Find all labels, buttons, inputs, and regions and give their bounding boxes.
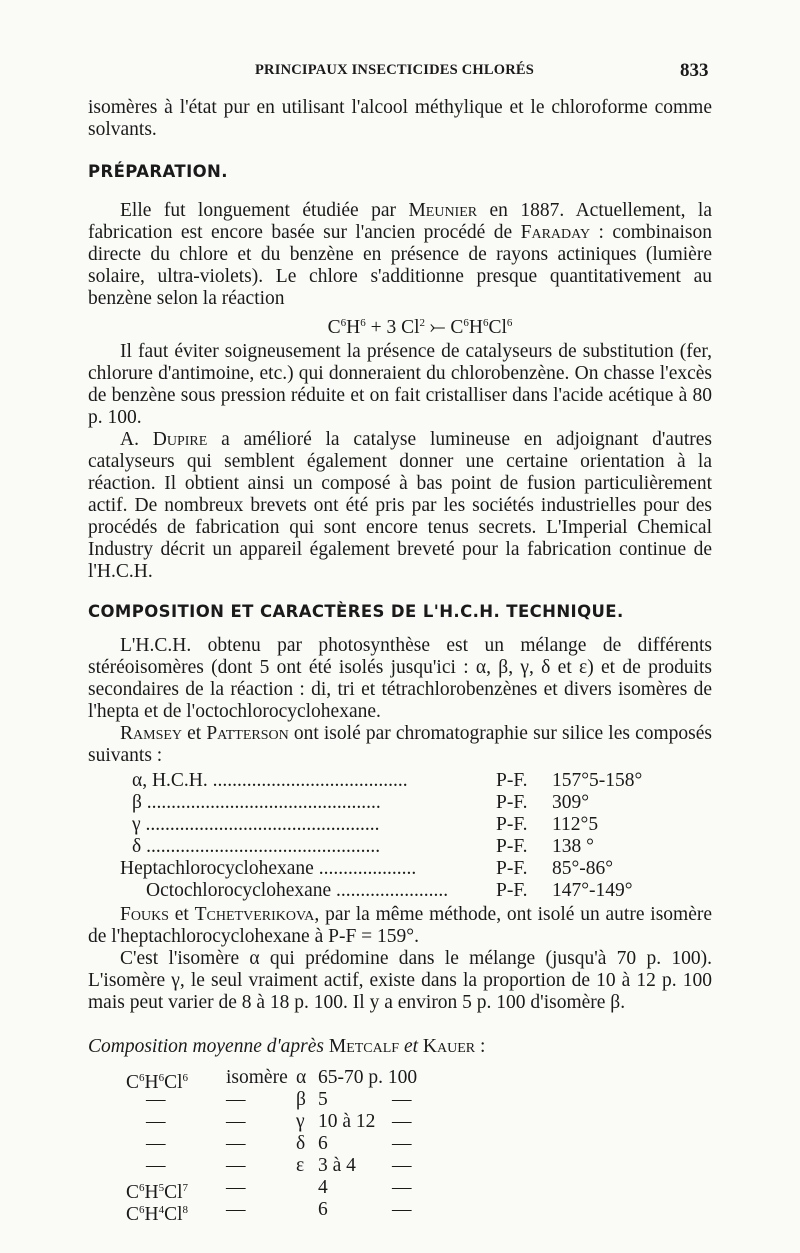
table-row — [126, 1199, 712, 1225]
greek-letter: α — [296, 1067, 307, 1088]
author-patterson: Patterson — [206, 723, 289, 744]
heading-composition: COMPOSITION ET CARACTÈRES DE L'H.C.H. TECHNIQUE. — [88, 602, 624, 621]
eq-plus-cl: + 3 Cl — [365, 317, 420, 338]
percent-value: 4 — [318, 1177, 328, 1198]
isomer-label: isomère — [226, 1067, 288, 1088]
compound-name: Heptachlorocyclohexane .................... — [120, 858, 417, 879]
greek-letter: δ — [296, 1133, 306, 1154]
greek-letter: γ — [296, 1111, 305, 1132]
ditto-mark: — — [226, 1089, 246, 1110]
author-dupire: Dupire — [152, 429, 208, 450]
eq-sup: 6 — [463, 317, 469, 329]
prep-paragraph-1 — [88, 200, 712, 310]
greek-letter — [296, 1177, 318, 1199]
percent-value: 6 — [318, 1133, 328, 1154]
melting-point-table — [88, 770, 712, 902]
pf-label: P-F. — [496, 792, 528, 813]
ditto-mark: — — [146, 1111, 166, 1132]
average-composition-table — [126, 1067, 712, 1225]
table-row — [88, 770, 712, 792]
compound-name: γ ................................................ — [132, 814, 380, 835]
eq-sup: 6 — [360, 317, 366, 329]
heading-preparation: PRÉPARATION. — [88, 162, 228, 181]
eq-sup: 6 — [482, 317, 489, 329]
reaction-arrow-icon: ⤚ — [425, 317, 451, 338]
text-run: Composition moyenne d'après — [88, 1036, 329, 1057]
ditto-mark: — — [146, 1155, 166, 1176]
pf-value: 138 ° — [552, 836, 594, 857]
average-composition-title — [88, 1036, 712, 1058]
pf-value: 112°5 — [552, 814, 599, 835]
ditto-mark: — — [392, 1199, 412, 1220]
running-title: PRINCIPAUX INSECTICIDES CHLORÉS — [255, 62, 535, 78]
greek-letter: β — [296, 1089, 306, 1110]
table-row — [88, 880, 712, 902]
ditto-mark: — — [146, 1089, 166, 1110]
eq-h: H — [468, 317, 483, 338]
pf-value: 147°-149° — [552, 880, 633, 901]
pf-value: 309° — [552, 792, 590, 813]
ditto-mark: — — [392, 1177, 412, 1198]
author-ramsey: Ramsey — [120, 723, 183, 744]
table-row — [126, 1089, 712, 1111]
pf-label: P-F. — [496, 880, 528, 901]
eq-h: H — [346, 317, 361, 338]
eq-cl: Cl — [488, 317, 507, 338]
text-run: et — [182, 723, 207, 744]
text-run: : — [475, 1036, 486, 1057]
author-fouks: Fouks — [120, 904, 169, 925]
formula: $C^6H^6Cl^6$ — [126, 1072, 189, 1093]
compound-name: δ ................................................ — [132, 836, 381, 857]
compo-paragraph-3 — [88, 904, 712, 948]
text-run: en 1887. Actuellement, la fabrication est encore basée sur l'ancien procédé de — [88, 200, 712, 243]
percent-value: 10 à 12 — [318, 1111, 376, 1132]
compo-paragraph-2 — [88, 723, 712, 767]
pf-value: 85°-86° — [552, 858, 614, 879]
text-run: et — [399, 1036, 423, 1057]
formula: $C^6H^4Cl^8$ — [126, 1204, 189, 1225]
ditto-mark: — — [392, 1111, 412, 1132]
ditto-mark: — — [226, 1177, 246, 1198]
ditto-mark: — — [226, 1199, 246, 1220]
text-run: Elle fut longuement étudiée par — [120, 200, 409, 221]
percent-value: 65-70 p. 100 — [318, 1067, 418, 1088]
greek-letter — [296, 1199, 318, 1221]
eq-c: C — [327, 317, 341, 338]
author-kauer: Kauer — [422, 1036, 476, 1057]
table-row — [126, 1155, 712, 1177]
ditto-mark: — — [392, 1155, 412, 1176]
compo-paragraph-4: C'est l'isomère α qui prédomine dans le mélange (jusqu'à 70 p. 100). L'isomère γ, le seul vraiment actif, existe dans la proportion de 10 à 12 p. 100 mais peut varier de 8 à 18 p. 100. Il y a environ 5 p. 100 d'isomère β. — [88, 948, 712, 1013]
author-metcalf: Metcalf — [328, 1036, 400, 1057]
ditto-mark: — — [226, 1133, 246, 1154]
pf-value: 157°5-158° — [552, 770, 643, 791]
prep-paragraph-3 — [88, 429, 712, 583]
text-run: ont isolé par chromatographie sur silice les composés suivants : — [88, 723, 712, 766]
ditto-mark: — — [392, 1089, 412, 1110]
table-row — [88, 814, 712, 836]
table-row — [126, 1111, 712, 1133]
pf-label: P-F. — [496, 836, 528, 857]
table-row — [88, 858, 712, 880]
eq-c: C — [450, 317, 464, 338]
percent-value: 6 — [318, 1199, 328, 1220]
percent-value: 3 à 4 — [318, 1155, 356, 1176]
author-tchetverikova: Tchetverikova — [194, 904, 315, 925]
ditto-mark: — — [226, 1111, 246, 1132]
page-number: 833 — [680, 60, 709, 81]
pf-label: P-F. — [496, 858, 528, 879]
compound-name: α, H.C.H. ........................................ — [132, 770, 408, 791]
percent-value: 5 — [318, 1089, 328, 1110]
text-run: et — [168, 904, 195, 925]
text-run: : combinaison directe du chlore et du benzène en présence de rayons actiniques (lumière solaire, ultra-violets). Le chlore s'additionne presque quantitativement au benzène selon la réaction — [88, 222, 712, 309]
table-row — [126, 1133, 712, 1155]
compound-name: β ................................................ — [132, 792, 381, 813]
text-run: A. — [120, 429, 153, 450]
pf-label: P-F. — [496, 770, 528, 791]
pf-label: P-F. — [496, 814, 528, 835]
text-run: a amélioré la catalyse lumineuse en adjoignant d'autres catalyseurs qui semblent également donner une certaine orientation à la réaction. Il obtient ainsi un composé à bas point de fusion particulièrement actif. De nombreux brevets ont été pris par les sociétés industrielles pour des procédés de fabrication qui sont encore tenus secrets. L'Imperial Chemical Industry décrit un appareil également breveté pour la fabrication continue de l'H.C.H. — [88, 429, 712, 582]
page-body — [88, 97, 712, 1225]
prep-paragraph-2: Il faut éviter soigneusement la présence de catalyseurs de substitution (fer, chlorure d'antimoine, etc.) qui donneraient du chlorobenzène. On chasse l'excès de benzène sous pression réduite et on fait cristalliser dans l'acide acétique à 80 p. 100. — [88, 341, 712, 428]
table-row — [126, 1177, 712, 1203]
table-row — [126, 1067, 712, 1093]
author-faraday: Faraday — [520, 222, 591, 243]
compo-paragraph-1: L'H.C.H. obtenu par photosynthèse est un mélange de différents stéréoisomères (dont 5 ont été isolés jusqu'ici : α, β, γ, δ et ε) et de produits secondaires de la réaction : di, tri et tétrachlorobenzènes et divers isomères de l'hepta et de l'octochlorocyclohexane. — [88, 635, 712, 722]
table-row — [88, 836, 712, 858]
table-row — [88, 792, 712, 814]
intro-paragraph: isomères à l'état pur en utilisant l'alcool méthylique et le chloroforme comme solvants. — [88, 97, 712, 140]
ditto-mark: — — [146, 1133, 166, 1154]
reaction-equation — [88, 312, 712, 339]
formula: $C^6H^5Cl^7$ — [126, 1182, 189, 1203]
greek-letter: ε — [296, 1155, 305, 1176]
ditto-mark: — — [392, 1133, 412, 1154]
eq-sup: 2 — [419, 317, 425, 329]
eq-sup: 6 — [340, 317, 347, 329]
author-meunier: Meunier — [408, 200, 478, 221]
page-header — [0, 62, 800, 84]
compound-name: Octochlorocyclohexane ....................... — [146, 880, 449, 901]
text-run: , par la même méthode, ont isolé un autre isomère de l'heptachlorocyclohexane à P-F = 159°. — [88, 904, 712, 947]
eq-sup: 6 — [506, 317, 513, 329]
ditto-mark: — — [226, 1155, 246, 1176]
